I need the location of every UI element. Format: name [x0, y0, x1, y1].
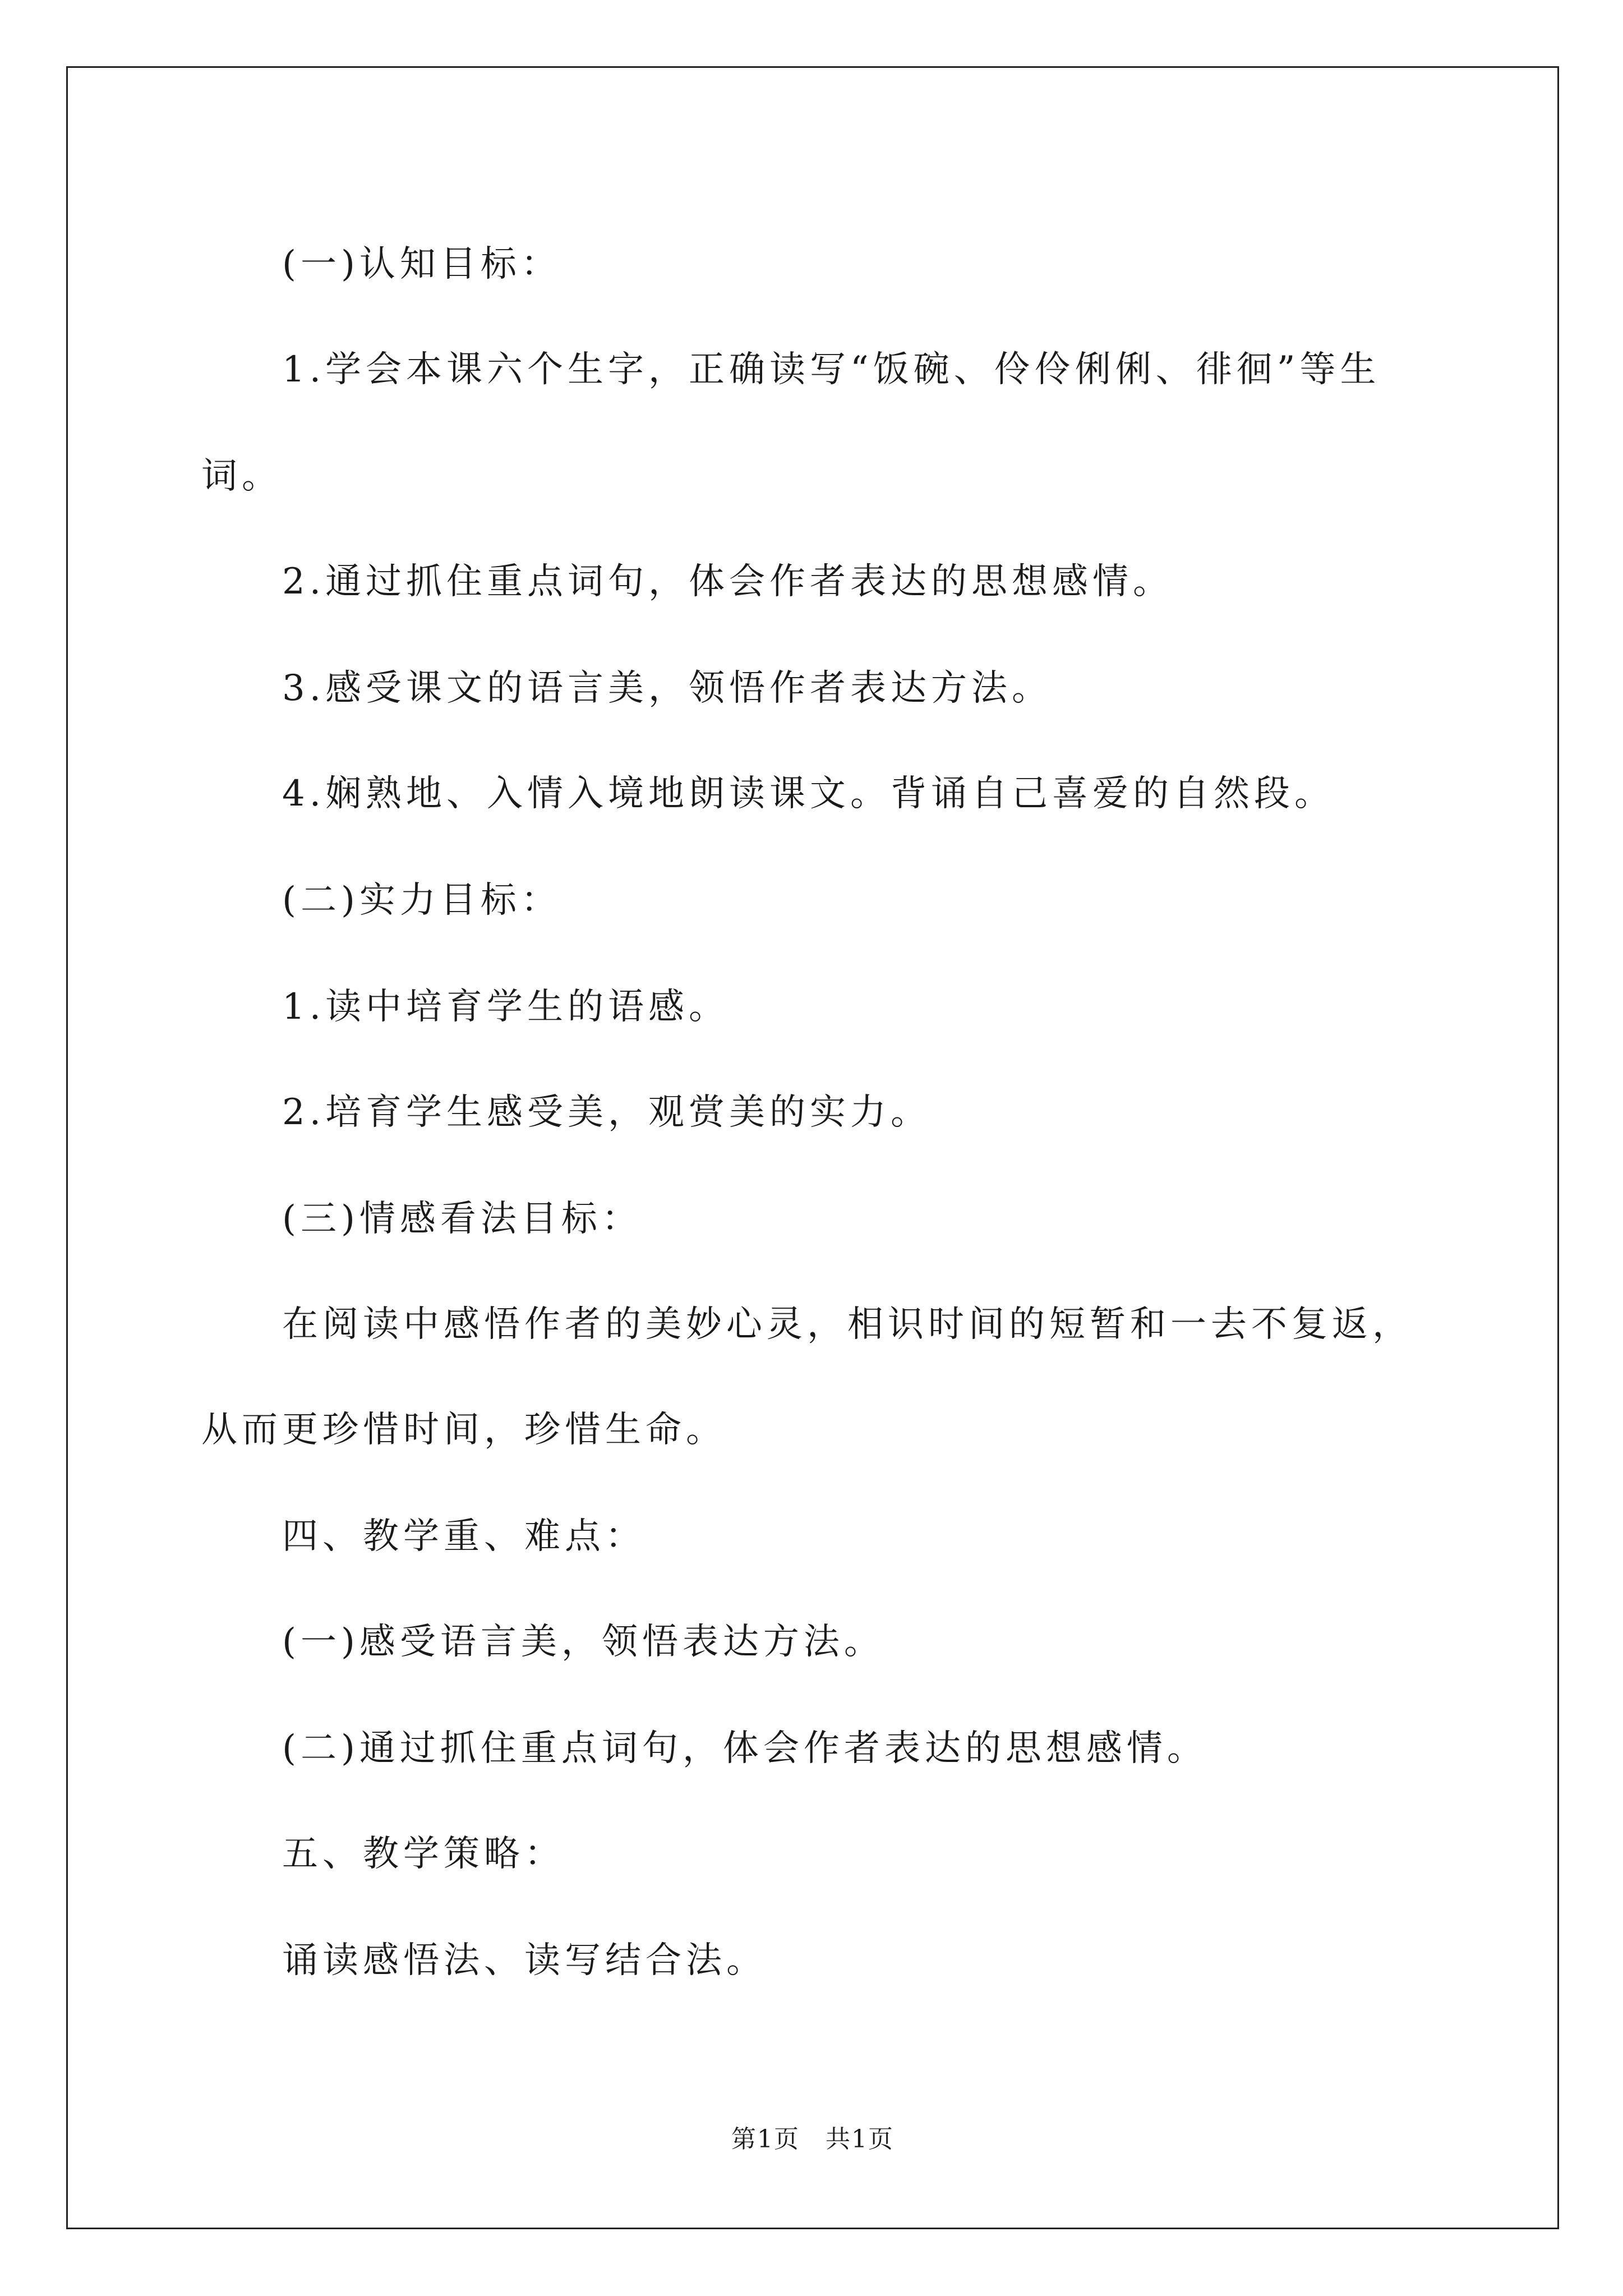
- section-heading-key-points: 四、教学重、难点：: [282, 1516, 645, 1557]
- paragraph-ability-2: 2.培育学生感受美，观赏美的实力。: [282, 1092, 932, 1133]
- paragraph-goal-1: 1.学会本课六个生字，正确读写“饭碗、伶伶俐俐、徘徊”等生: [282, 349, 1381, 390]
- section-heading-strategy: 五、教学策略：: [282, 1833, 565, 1875]
- paragraph-goal-4: 4.娴熟地、入情入境地朗读课文。背诵自己喜爱的自然段。: [282, 773, 1335, 815]
- paragraph-ability-1: 1.读中培育学生的语感。: [282, 986, 730, 1028]
- paragraph-goal-2: 2.通过抓住重点词句，体会作者表达的思想感情。: [282, 561, 1174, 602]
- section-heading-cognitive-goals: (一)认知目标：: [282, 243, 561, 285]
- paragraph-key-point-1: (一)感受语言美，领悟表达方法。: [282, 1621, 884, 1663]
- paragraph-key-point-2: (二)通过抓住重点词句，体会作者表达的思想感情。: [282, 1728, 1207, 1769]
- section-heading-ability-goals: (二)实力目标：: [282, 880, 561, 921]
- section-heading-emotion-goals: (三)情感看法目标：: [282, 1198, 642, 1240]
- document-body: [68, 68, 1557, 2228]
- paragraph-strategy: 诵读感悟法、读写结合法。: [282, 1940, 767, 1981]
- paragraph-goal-3: 3.感受课文的语言美，领悟作者表达方法。: [282, 668, 1053, 709]
- paragraph-emotion-1-continued: 从而更珍惜时间，珍惜生命。: [201, 1409, 726, 1451]
- page-frame: [66, 66, 1559, 2229]
- paragraph-goal-1-continued: 词。: [201, 455, 282, 497]
- paragraph-emotion-1: 在阅读中感悟作者的美妙心灵，相识时间的短暂和一去不复返，: [282, 1304, 1413, 1345]
- page-number-footer: 第1页 共1页: [731, 2125, 894, 2154]
